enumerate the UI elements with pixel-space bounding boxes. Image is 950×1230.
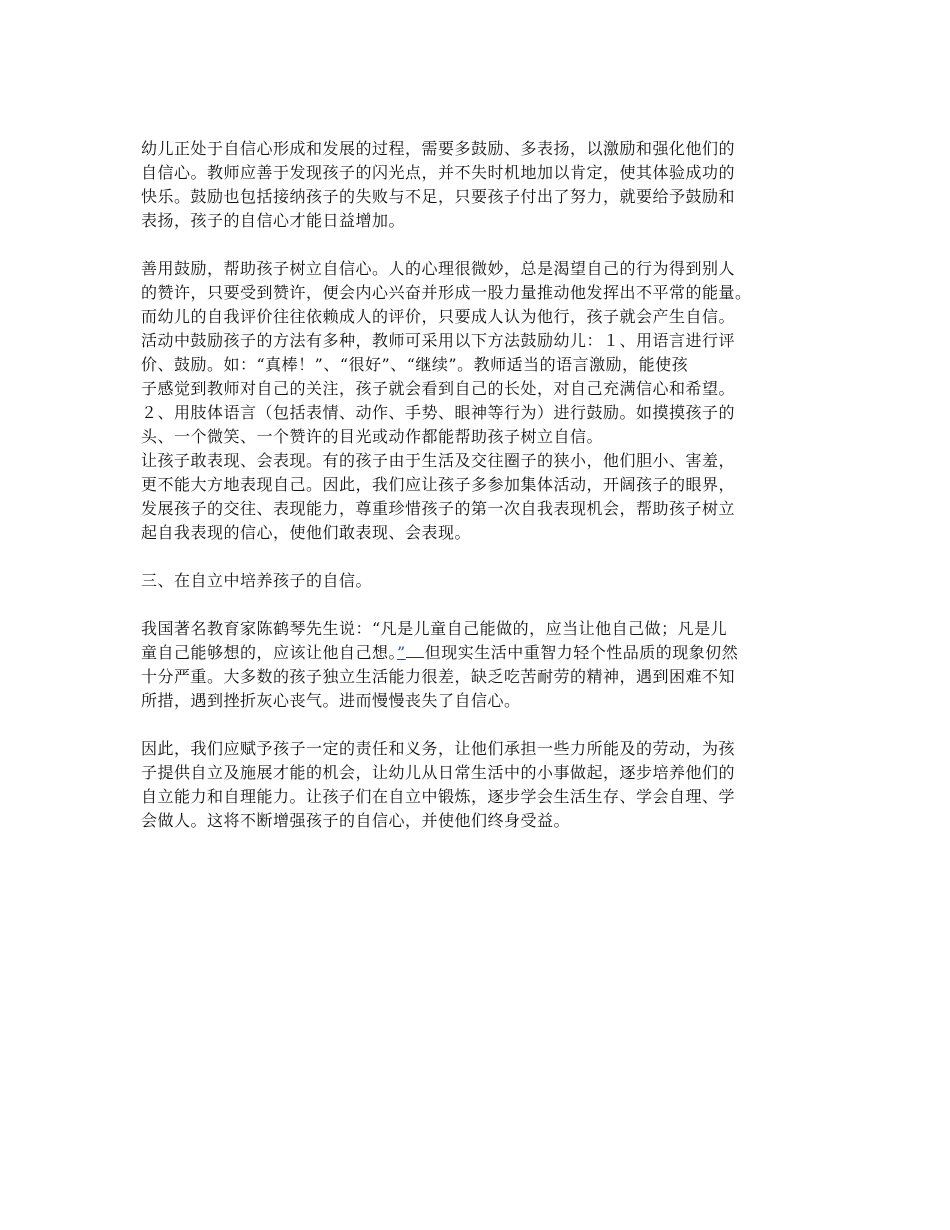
text-line: 而幼儿的自我评价往往依赖成人的评价，只要成人认为他行，孩子就会产生自信。	[141, 307, 736, 326]
text-line: 因此，我们应赋予孩子一定的责任和义务，让他们承担一些力所能及的劳动，为孩	[141, 739, 736, 758]
text-line: ２、用肢体语言（包括表情、动作、手势、眼神等行为）进行鼓励。如摸摸孩子的	[141, 403, 736, 422]
text-line-with-link	[141, 641, 831, 665]
document-body	[141, 137, 831, 833]
text-line: 所措，遇到挫折灰心丧气。进而慢慢丧失了自信心。	[141, 691, 521, 710]
text-segment: 但现实生活中重智力轻个性品质的现象仞然	[424, 643, 739, 662]
text-segment: 童自己能够想的，应该让他自己想。	[141, 643, 398, 662]
text-line: 十分严重。大多数的孩子独立生活能力很差，缺乏吃苦耐劳的精神，遇到困难不知	[141, 667, 736, 686]
text-line: 头、一个微笑、一个赞许的目光或动作都能帮助孩子树立自信。	[141, 427, 604, 446]
text-line: 自立能力和自理能力。让孩子们在自立中锻炼，逐步学会生活生存、学会自理、学	[141, 787, 736, 806]
text-line: 我国著名教育家陈鹤琴先生说：“凡是儿童自己能做的，应当让他自己做；凡是儿	[141, 619, 728, 638]
text-line: 起自我表现的信心，使他们敢表现、会表现。	[141, 523, 472, 542]
paragraph-5	[141, 737, 831, 833]
quote-link[interactable]: ”	[397, 643, 406, 662]
paragraph-spacer	[141, 545, 831, 569]
text-line: 善用鼓励，帮助孩子树立自信心。人的心理很微妙，总是渴望自己的行为得到别人	[141, 259, 736, 278]
text-line: 更不能大方地表现自己。因此，我们应让孩子多参加集体活动，开阔孩子的眼界，	[141, 475, 736, 494]
section-heading	[141, 569, 831, 593]
text-line: 快乐。鼓励也包括接纳孩子的失败与不足，只要孩子付出了努力，就要给予鼓励和	[141, 187, 736, 206]
text-line: 自信心。教师应善于发现孩子的闪光点，并不失时机地加以肯定，使其体验成功的	[141, 163, 736, 182]
paragraph-2	[141, 257, 831, 545]
text-line: 幼儿正处于自信心形成和发展的过程，需要多鼓励、多表扬，以激励和强化他们的	[141, 139, 736, 158]
paragraph-spacer	[141, 233, 831, 257]
paragraph-spacer	[141, 713, 831, 737]
text-line: 让孩子敢表现、会表现。有的孩子由于生活及交往圈子的狭小，他们胆小、害羞，	[141, 451, 736, 470]
text-line: 价、鼓励。如：“真棒！”、“很好”、“继续”。教师适当的语言激励，能使孩	[141, 355, 689, 374]
text-line: 子感觉到教师对自己的关注，孩子就会看到自己的长处，对自己充满信心和希望。	[141, 379, 736, 398]
text-line: 子提供自立及施展才能的机会，让幼儿从日常生活中的小事做起，逐步培养他们的	[141, 763, 736, 782]
text-line: 活动中鼓励孩子的方法有多种，教师可采用以下方法鼓励幼儿：１、用语言进行评	[141, 331, 736, 350]
paragraph-spacer	[141, 593, 831, 617]
underline-gap	[406, 642, 424, 658]
text-line: 的赞许，只要受到赞许，便会内心兴奋并形成一股力量推动他发挥出不平常的能量。	[141, 283, 752, 302]
heading-text: 三、在自立中培养孩子的自信。	[141, 571, 373, 590]
text-line: 表扬，孩子的自信心才能日益增加。	[141, 211, 406, 230]
paragraph-1	[141, 137, 831, 233]
text-line: 发展孩子的交往、表现能力，尊重珍惜孩子的第一次自我表现机会，帮助孩子树立	[141, 499, 736, 518]
paragraph-4	[141, 617, 831, 713]
text-line: 会做人。这将不断增强孩子的自信心，并使他们终身受益。	[141, 811, 571, 830]
